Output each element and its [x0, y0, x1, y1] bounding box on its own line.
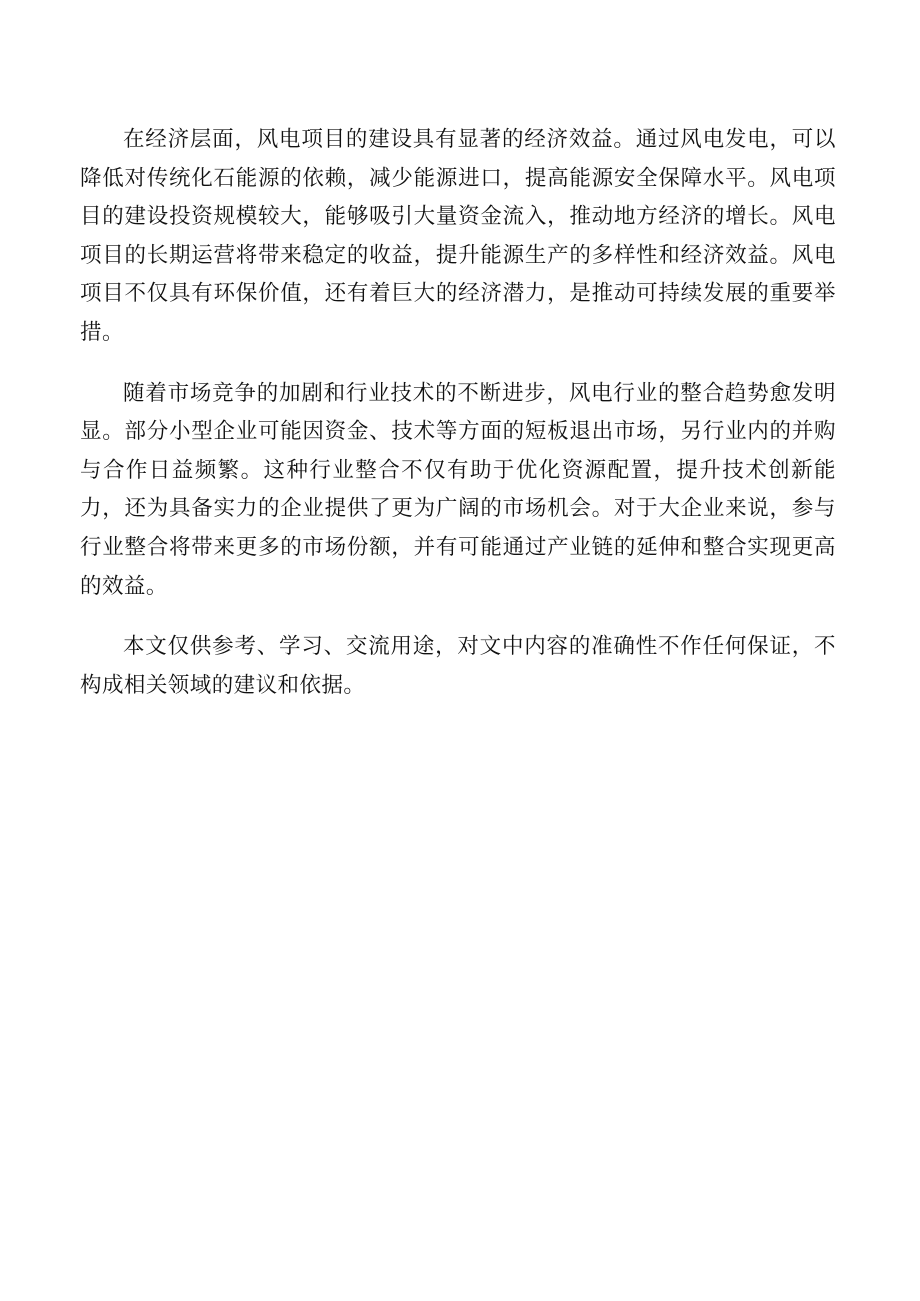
document-body	[80, 121, 836, 727]
paragraph-disclaimer: 本文仅供参考、学习、交流用途，对文中内容的准确性不作任何保证，不构成相关领域的建议和依据。	[80, 634, 836, 698]
paragraph-economic-benefits: 在经济层面，风电项目的建设具有显著的经济效益。通过风电发电，可以降低对传统化石能源的依赖，减少能源进口，提高能源安全保障水平。风电项目的建设投资规模较大，能够吸引大量资金流入，推动地方经济的增长。风电项目的长期运营将带来稳定的收益，提升能源生产的多样性和经济效益。风电项目不仅具有环保价值，还有着巨大的经济潜力，是推动可持续发展的重要举措。	[80, 127, 836, 345]
paragraph-industry-consolidation: 随着市场竞争的加剧和行业技术的不断进步，风电行业的整合趋势愈发明显。部分小型企业可能因资金、技术等方面的短板退出市场，另行业内的并购与合作日益频繁。这种行业整合不仅有助于优化资源配置，提升技术创新能力，还为具备实力的企业提供了更为广阔的市场机会。对于大企业来说，参与行业整合将带来更多的市场份额，并有可能通过产业链的延伸和整合实现更高的效益。	[80, 380, 836, 599]
